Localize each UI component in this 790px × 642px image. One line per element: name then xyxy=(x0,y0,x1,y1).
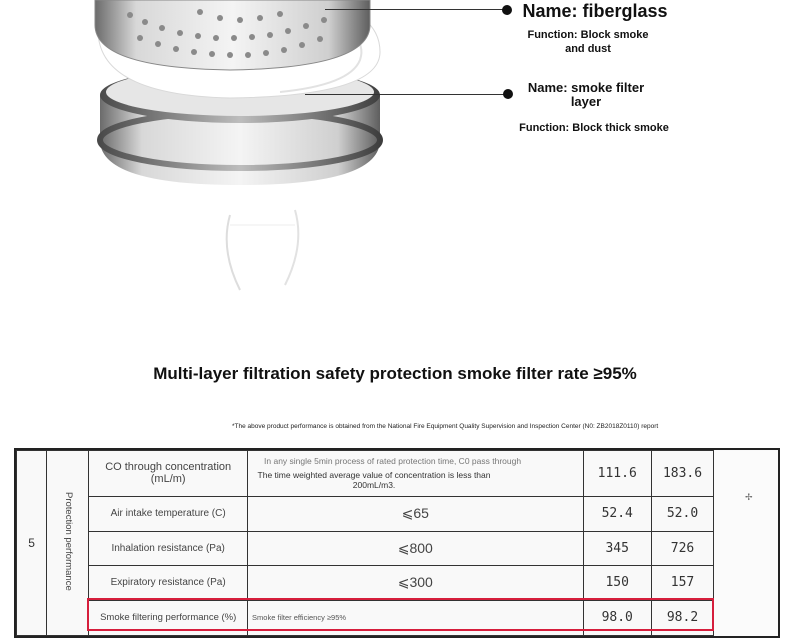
blank-cell xyxy=(714,451,778,636)
scan-mark-icon: ✢ xyxy=(745,492,753,502)
row-number: 5 xyxy=(17,451,47,636)
item-cell: Smoke filtering performance (%) xyxy=(89,600,248,635)
value1-cell: 345 xyxy=(583,532,651,566)
headline: Multi-layer filtration safety protection smoke filter rate ≥95% xyxy=(153,364,637,383)
value2-cell: 157 xyxy=(651,566,713,600)
callout-leader-line-smoke-filter xyxy=(305,94,507,95)
requirement-cell: ⩽300 xyxy=(248,566,584,600)
value1-cell: 52.4 xyxy=(583,496,651,531)
callout-dot-smoke-filter xyxy=(503,89,513,99)
requirement-cell: ⩽800 xyxy=(248,532,584,566)
table-row xyxy=(17,496,779,531)
value2-cell: 726 xyxy=(651,532,713,566)
requirement-cell: ⩽65 xyxy=(248,496,584,531)
item-cell: Air intake temperature (C) xyxy=(89,496,248,531)
filter-canister-illustration xyxy=(80,0,400,300)
smoke-filter-name-label: Name: smoke filter layer xyxy=(527,80,645,109)
item-cell: Inhalation resistance (Pa) xyxy=(89,532,248,566)
requirement-cell: Smoke filter efficiency ≥95% xyxy=(248,600,584,635)
smoke-filtering-highlight-box xyxy=(87,598,714,631)
requirement-cell xyxy=(248,451,584,497)
table-row xyxy=(17,532,779,566)
requirement-line-1: In any single 5min process of rated protection time, C0 pass through xyxy=(264,456,522,467)
value1-cell: 98.0 xyxy=(583,600,651,635)
fiberglass-name-label: Name: fiberglass xyxy=(522,1,668,21)
item-cell: CO through concentration (mL/m) xyxy=(89,451,248,497)
value1-cell: 111.6 xyxy=(583,451,651,497)
table-row xyxy=(17,566,779,600)
item-cell: Expiratory resistance (Pa) xyxy=(89,566,248,600)
category-cell xyxy=(47,451,89,636)
requirement-line-2: The time weighted average value of concentration is less than 200mL/m3. xyxy=(257,470,491,491)
value2-cell: 52.0 xyxy=(651,496,713,531)
table-row xyxy=(17,451,779,497)
smoke-filter-function-label: Function: Block thick smoke xyxy=(519,122,669,134)
callout-leader-line-fiberglass xyxy=(325,9,505,10)
footnote: *The above product performance is obtained from the National Fire Equipment Quality Supervision and Inspection Center (N0: ZB2018Z0110) report xyxy=(232,423,659,430)
fiberglass-function-label: Function: Block smoke and dust xyxy=(527,29,649,55)
value2-cell: 98.2 xyxy=(651,600,713,635)
value2-cell: 183.6 xyxy=(651,451,713,497)
value1-cell: 150 xyxy=(583,566,651,600)
category-label: Protection performance xyxy=(62,492,74,591)
